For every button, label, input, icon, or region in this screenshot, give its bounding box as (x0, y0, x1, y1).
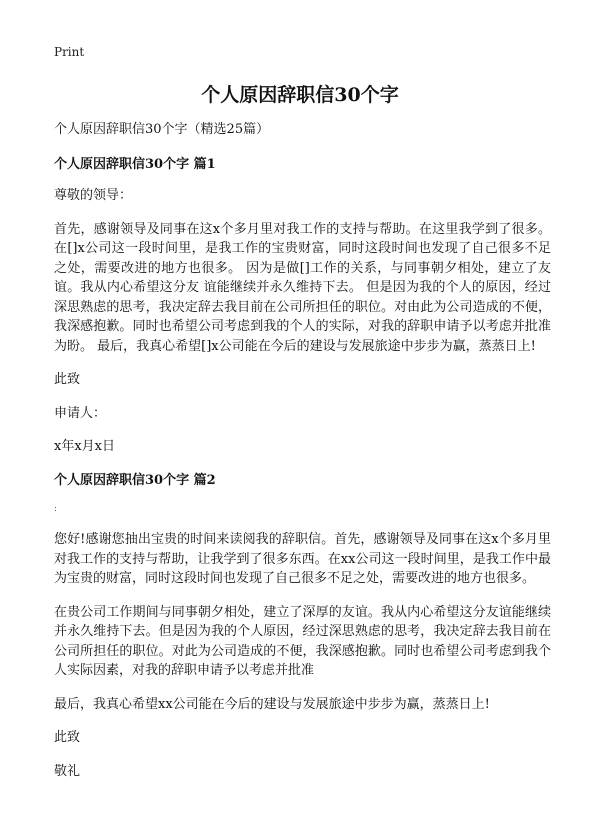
section-heading: 个人原因辞职信30个字 篇2 (54, 472, 216, 488)
date-line: x年x月x日 (54, 439, 115, 454)
section-heading: 个人原因辞职信30个字 篇1 (54, 156, 216, 172)
print-link[interactable]: Print (54, 45, 85, 59)
body-paragraph: 首先，感谢领导及同事在这x个多月里对我工作的支持与帮助。在这里我学到了很多。在[]x公司这一段时间里，是我工作的宝贵财富，同时这段时间也发现了自己很多不足之处，需要改进的地方也很多。 因为是做[]工作的关系，与同事朝夕相处，建立了友谊。我从内心希望这分友 谊能继续并永久维持下去。 但是因为我的个人的原因，经过深思熟虑的思考，我决定辞去我目前在公司所担任的职位。对由此为公司造成的不便，我深感抱歉。同时也希望公司考虑到我的个人的实际，对我的辞职申请予以考虑并批准为盼。 最后，我真心希望[]x公司能在今后的建设与发展旅途中步步为赢，蒸蒸日上! (54, 221, 551, 354)
applicant-line: 申请人： (54, 405, 107, 421)
document-subtitle: 个人原因辞职信30个字（精选25篇） (54, 122, 270, 137)
regards-line: 敬礼 (54, 763, 81, 779)
salutation: : (54, 504, 58, 514)
closing-line: 此致 (54, 372, 81, 387)
body-paragraph: 您好!感谢您抽出宝贵的时间来读阅我的辞职信。首先，感谢领导及同事在这x个多月里对我工作的支持与帮助，让我学到了很多东西。在xx公司这一段时间里，是我工作中最为宝贵的财富，同时这段时间也发现了自己很多不足之处，需要改进的地方也很多。 (54, 532, 551, 586)
salutation: 尊敬的领导： (54, 188, 133, 203)
closing-line: 此致 (54, 730, 81, 745)
body-paragraph: 在贵公司工作期间与同事朝夕相处，建立了深厚的友谊。我从内心希望这分友谊能继续并永久维持下去。但是因为我的个人原因，经过深思熟虑的思考，我决定辞去我目前在公司所担任的职位。对此为公司造成的不便，我深感抱歉。同时也希望公司考虑到我个人实际因素，对我的辞职申请予以考虑并批准 (54, 604, 551, 678)
body-paragraph: 最后，我真心希望xx公司能在今后的建设与发展旅途中步步为赢，蒸蒸日上! (54, 696, 490, 712)
document-body (54, 120, 551, 795)
document-title: 个人原因辞职信30个字 (201, 84, 399, 106)
